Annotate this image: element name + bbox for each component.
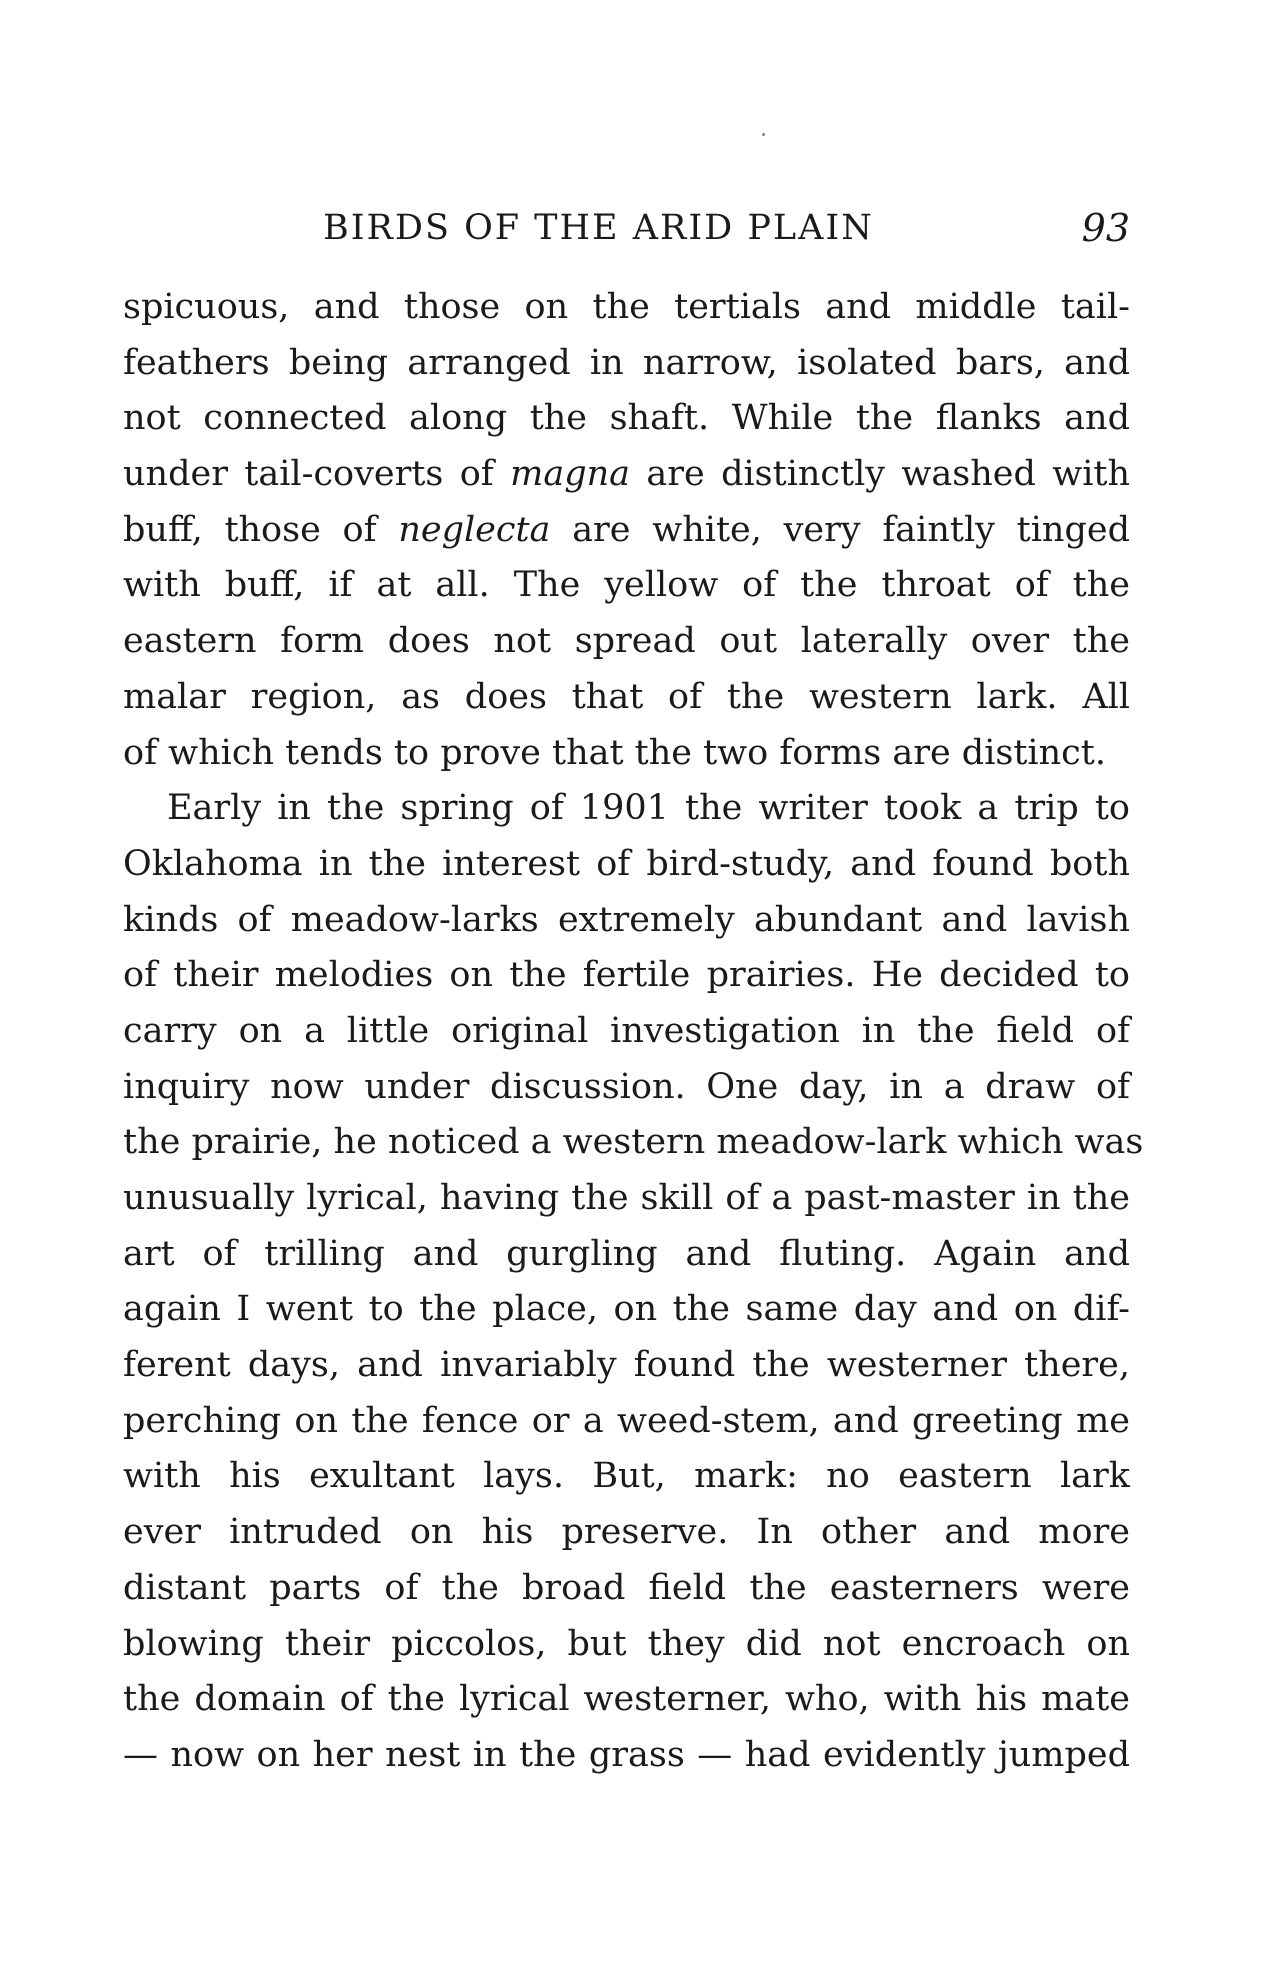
text-line: with buff, if at all. The yellow of the throat of the xyxy=(123,565,1130,606)
text-line: the prairie, he noticed a western meadow-lark which was xyxy=(123,1122,1144,1163)
text-line: of their melodies on the fertile prairies. He decided to xyxy=(123,955,1130,996)
text-line: feathers being arranged in narrow, isolated bars, and xyxy=(123,342,1130,383)
text-line: spicuous, and those on the tertials and middle tail- xyxy=(123,287,1130,327)
text-line: with his exultant lays. But, mark: no eastern lark xyxy=(123,1456,1130,1497)
text-line: ever intruded on his preserve. In other and more xyxy=(123,1512,1130,1553)
text-line: Oklahoma in the interest of bird-study, and found both xyxy=(123,843,1130,884)
text-line: carry on a little original investigation in the field of xyxy=(123,1010,1130,1051)
print-speck xyxy=(762,133,765,136)
text-line: blowing their piccolos, but they did not encroach on xyxy=(123,1623,1130,1664)
text-line: ferent days, and invariably found the westerner there, xyxy=(123,1345,1130,1386)
text-line: kinds of meadow-larks extremely abundant and lavish xyxy=(123,899,1130,940)
text-line: perching on the fence or a weed-stem, and greeting me xyxy=(123,1400,1130,1441)
text-line: eastern form does not spread out laterally over the xyxy=(123,621,1130,662)
text-line: unusually lyrical, having the skill of a past-master in the xyxy=(123,1178,1130,1218)
text-line: again I went to the place, on the same day and on dif- xyxy=(123,1289,1130,1330)
body-text xyxy=(123,280,1144,1784)
text-line: under tail-coverts of magna are distinctly washed with xyxy=(123,454,1131,495)
text-line: buff, those of neglecta are white, very faintly tinged xyxy=(123,509,1130,550)
text-line: not connected along the shaft. While the flanks and xyxy=(123,398,1130,439)
text-line: of which tends to prove that the two forms are distinct. xyxy=(123,732,1106,773)
text-line: art of trilling and gurgling and fluting. Again and xyxy=(123,1233,1130,1274)
text-line: — now on her nest in the grass — had evidently jumped xyxy=(123,1734,1130,1775)
text-line: inquiry now under discussion. One day, in a draw of xyxy=(123,1066,1130,1107)
text-line: the domain of the lyrical westerner, who, with his mate xyxy=(123,1679,1130,1720)
text-line: distant parts of the broad field the easterners were xyxy=(123,1567,1130,1608)
running-head: BIRDS OF THE ARID PLAIN xyxy=(323,208,874,248)
text-line: malar region, as does that of the western lark. All xyxy=(123,676,1130,717)
page-number: 93 xyxy=(1081,206,1130,250)
text-line: Early in the spring of 1901 the writer took a trip to xyxy=(167,788,1130,829)
page-header xyxy=(123,198,1130,258)
